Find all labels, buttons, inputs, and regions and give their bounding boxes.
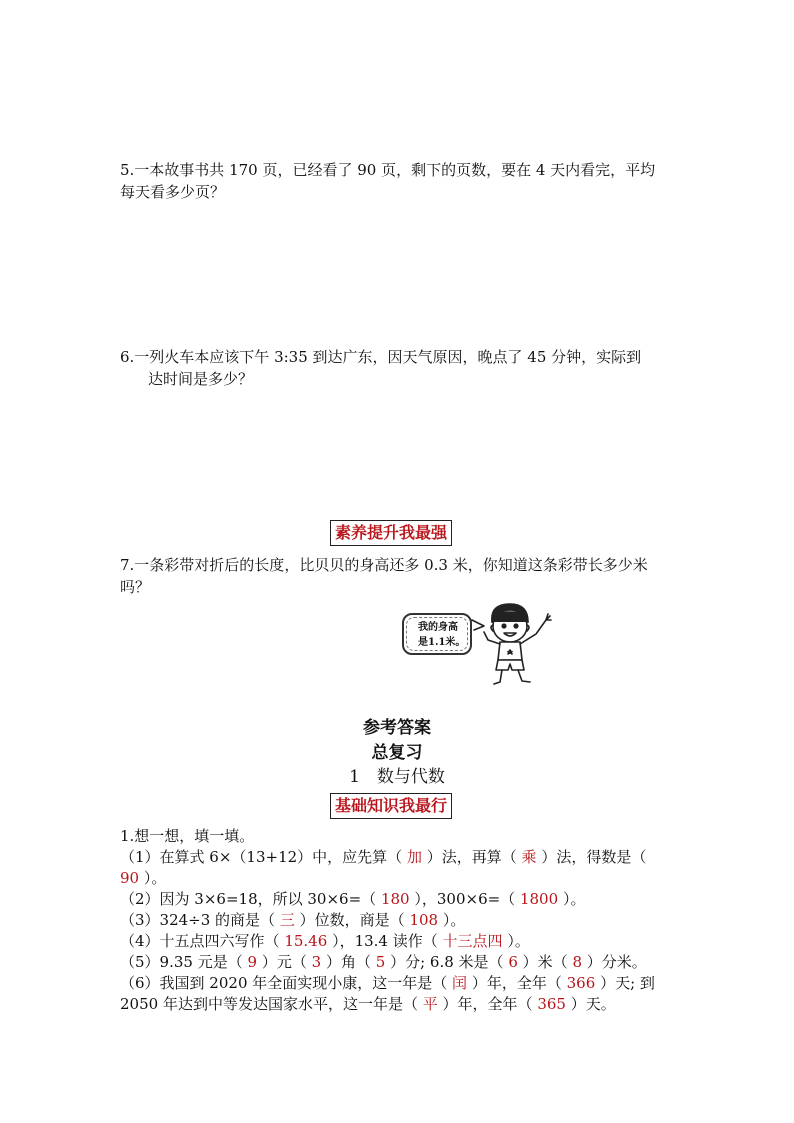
answer-value: 十三点四 [442, 932, 503, 950]
answer-item-2: （2）因为 3×6=18，所以 30×6=（ 180 ），300×6=（ 1800 ）。 [120, 890, 586, 908]
answer-item-3: （3）324÷3 的商是（ 三 ）位数，商是（ 108 ）。 [120, 911, 466, 929]
answer-value: 90 [120, 869, 140, 887]
answer-value: 加 [406, 848, 422, 866]
answer-value: 15.46 [284, 932, 328, 950]
answer-item-1: （1）在算式 6×（13+12）中，应先算（ 加 ）法，再算（ 乘 ）法，得数是（ 90 ）。 [120, 848, 647, 887]
speech-bubble-line2: 是1.1米。 [418, 637, 466, 648]
answer-value: 108 [409, 911, 439, 929]
answer-value: 366 [566, 974, 596, 992]
question-7-line1: 7.一条彩带对折后的长度，比贝贝的身高还多 0.3 米，你知道这条彩带长多少米 [120, 556, 648, 574]
boy-illustration [470, 598, 565, 688]
answer-value: 3 [311, 953, 322, 971]
answer-item-4: （4）十五点四六写作（ 15.46 ），13.4 读作（ 十三点四 ）。 [120, 932, 530, 950]
answer-value: 平 [422, 995, 438, 1013]
question-7-line2: 吗？ [120, 578, 151, 596]
question-6 [120, 346, 690, 390]
answer-value: 8 [572, 953, 582, 971]
section-banner-literacy: 素养提升我最强 [330, 520, 452, 546]
answer-value: 365 [537, 995, 566, 1013]
answer-value: 5 [375, 953, 386, 971]
section-banner-basics: 基础知识我最行 [330, 793, 452, 819]
answer-item-6: （6）我国到 2020 年全面实现小康，这一年是（ 闰 ）年，全年（ 366 ）天; 到 2050 年达到中等发达国家水平，这一年是（ 平 ）年，全年（ 365 ）天。 [120, 974, 655, 1013]
answer-item-5: （5）9.35 元是（ 9 ）元（ 3 ）角（ 5 ）分; 6.8 米是（ 6 ）米（ 8 ）分米。 [120, 953, 647, 971]
answers-title: 参考答案 [363, 718, 431, 738]
answer-value: 6 [508, 953, 518, 971]
answer-value: 1800 [519, 890, 559, 908]
answer-value: 三 [279, 911, 295, 929]
speech-bubble [402, 613, 472, 655]
answers-subtitle: 总复习 [371, 743, 423, 763]
answers-section-title: 1 数与代数 [349, 767, 445, 787]
answer-intro: 1.想一想，填一填。 [120, 827, 255, 845]
question-6-line1: 6.一列火车本应该下午 3:35 到达广东，因天气原因，晚点了 45 分钟，实际到 [120, 348, 642, 366]
question-5-line2: 每天看多少页？ [120, 183, 226, 201]
question-6-line2: 达时间是多少？ [148, 370, 254, 388]
answer-value: 180 [380, 890, 410, 908]
answer-value: 9 [247, 953, 258, 971]
question-5 [120, 159, 690, 203]
answer-value: 乘 [521, 848, 537, 866]
question-5-line1: 5.一本故事书共 170 页，已经看了 90 页，剩下的页数，要在 4 天内看完，平均 [120, 161, 656, 179]
question-7 [120, 554, 690, 598]
answer-value: 闰 [452, 974, 468, 992]
speech-bubble-line1: 我的身高 [418, 622, 458, 633]
